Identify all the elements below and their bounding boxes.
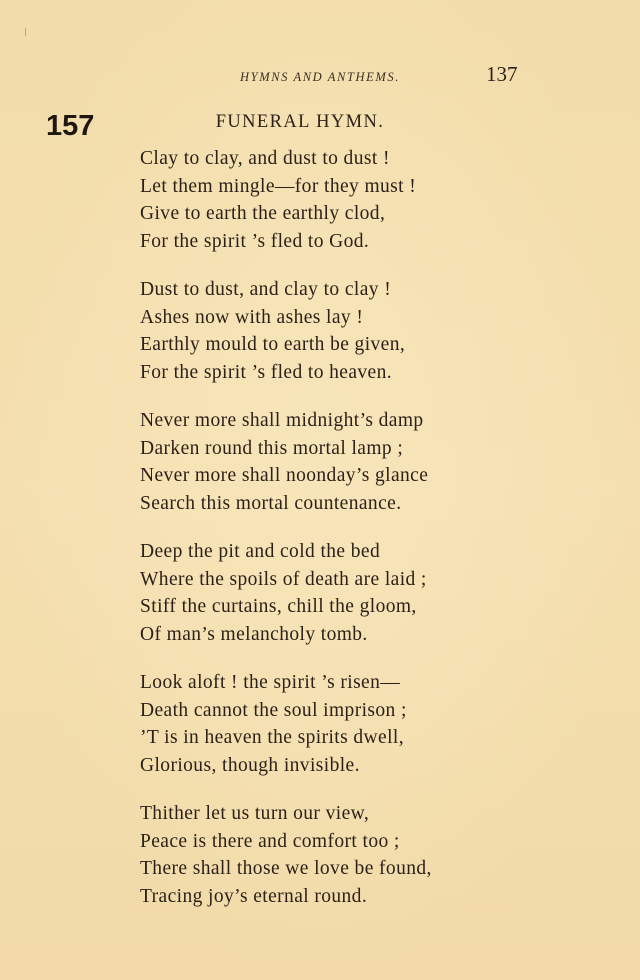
- verse-line: There shall those we love be found,: [140, 858, 432, 879]
- verse-line: Never more shall midnight’s damp: [140, 410, 424, 431]
- verse-line: Never more shall noonday’s glance: [140, 465, 429, 486]
- verse-line: Of man’s melancholy tomb.: [140, 623, 368, 645]
- verse-line: Clay to clay, and dust to dust !: [140, 148, 390, 169]
- stanza: [140, 538, 610, 648]
- running-head: HYMNS AND ANTHEMS.: [240, 70, 400, 84]
- page-number: 137: [486, 62, 518, 86]
- poem-body: [140, 145, 610, 931]
- verse-line: Look aloft ! the spirit ’s risen—: [140, 672, 401, 693]
- verse-line: Thither let us turn our view,: [140, 803, 370, 824]
- verse-line: Glorious, though invisible.: [140, 754, 360, 776]
- hymn-number: 157: [46, 110, 95, 142]
- stanza: [140, 407, 610, 517]
- hymn-title: FUNERAL HYMN.: [215, 112, 385, 132]
- stanza: [140, 276, 610, 386]
- verse-line: Ashes now with ashes lay !: [140, 306, 364, 328]
- verse-line: Let them mingle—for they must !: [140, 175, 417, 197]
- verse-line: Death cannot the soul imprison ;: [140, 699, 407, 721]
- verse-line: Tracing joy’s eternal round.: [140, 885, 368, 907]
- verse-line: Peace is there and comfort too ;: [140, 830, 400, 852]
- verse-line: For the spirit ’s fled to heaven.: [140, 361, 393, 383]
- verse-line: ’T is in heaven the spirits dwell,: [140, 727, 404, 748]
- stanza: [140, 800, 610, 910]
- verse-line: Search this mortal countenance.: [140, 492, 402, 514]
- stanza: [140, 669, 610, 779]
- verse-line: Stiff the curtains, chill the gloom,: [140, 596, 417, 617]
- stanza: [140, 145, 610, 255]
- paper-blemish: [25, 28, 26, 36]
- verse-line: Where the spoils of death are laid ;: [140, 568, 427, 590]
- verse-line: Deep the pit and cold the bed: [140, 541, 381, 562]
- verse-line: For the spirit ’s fled to God.: [140, 230, 370, 252]
- verse-line: Darken round this mortal lamp ;: [140, 437, 404, 459]
- verse-line: Dust to dust, and clay to clay !: [140, 279, 392, 300]
- verse-line: Give to earth the earthly clod,: [140, 203, 386, 224]
- verse-line: Earthly mould to earth be given,: [140, 334, 406, 355]
